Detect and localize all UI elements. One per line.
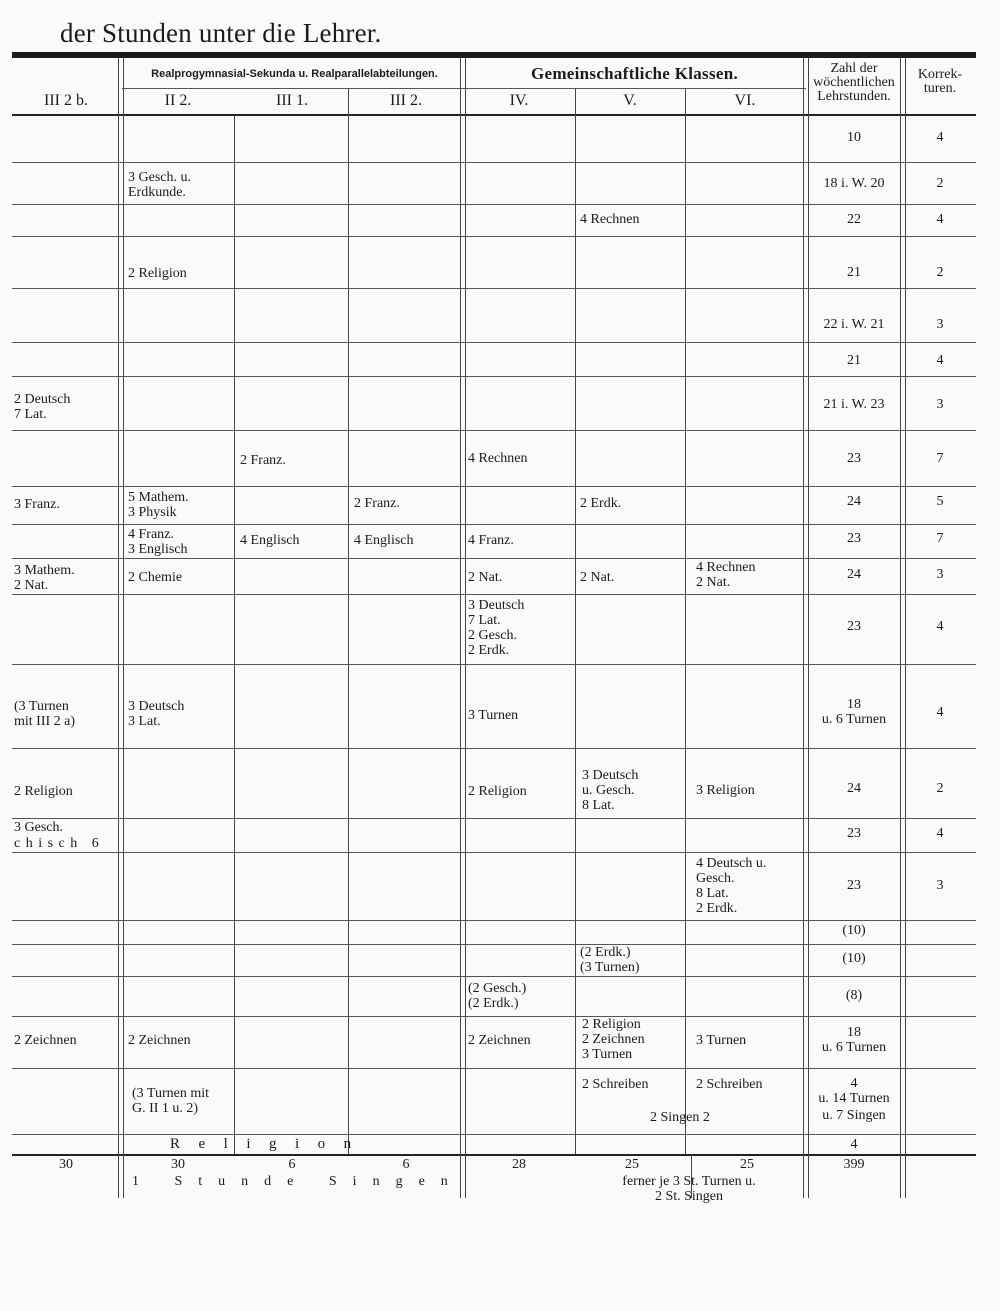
hours-cell: 23 — [847, 451, 861, 466]
subject-cell: 2 Singen 2 — [650, 1110, 710, 1125]
hours-cell: 4 — [850, 1137, 858, 1152]
row-rule — [12, 1016, 976, 1017]
header-bottom-rule — [12, 114, 976, 116]
corr-cell: 4 — [936, 130, 944, 145]
hours-cell: u. 7 Singen — [822, 1108, 886, 1123]
subject-cell: 3 Deutsch u. Gesch. 8 Lat. — [582, 768, 639, 813]
subject-cell: 2 Religion — [468, 784, 527, 799]
column-divider — [234, 114, 235, 1154]
subject-cell: 4 Deutsch u. Gesch. 8 Lat. 2 Erdk. — [696, 856, 767, 916]
row-rule — [12, 664, 976, 665]
row-rule — [12, 486, 976, 487]
row-rule — [12, 204, 976, 205]
corr-cell: 3 — [936, 878, 944, 893]
hours-cell: 23 — [847, 619, 861, 634]
corr-cell: 4 — [936, 212, 944, 227]
subject-cell: 2 Erdk. — [580, 496, 622, 511]
row-rule — [12, 342, 976, 343]
row-rule — [12, 976, 976, 977]
corr-cell: 4 — [936, 705, 944, 720]
subject-cell: 2 Deutsch 7 Lat. — [14, 392, 71, 422]
hours-cell: 10 — [847, 130, 861, 145]
header-group-real: Realprogymnasial-Sekunda u. Realparallelabteilungen. — [151, 68, 438, 80]
corr-cell: 3 — [936, 317, 944, 332]
hours-cell: 22 i. W. 21 — [823, 317, 885, 332]
row-rule — [12, 594, 976, 595]
corr-cell: 2 — [936, 781, 944, 796]
footer-note: ferner je 3 St. Turnen u. 2 St. Singen — [622, 1174, 756, 1204]
subject-cell: 2 Religion — [14, 784, 73, 799]
subject-cell: 2 Nat. — [580, 570, 615, 585]
top-rule — [12, 52, 976, 58]
hours-cell: 23 — [847, 878, 861, 893]
subject-cell: 2 Religion — [128, 266, 187, 281]
corr-cell: 3 — [936, 567, 944, 582]
row-rule — [12, 748, 976, 749]
subject-cell: 2 Zeichnen — [468, 1033, 531, 1048]
total-cell: 25 — [625, 1157, 639, 1172]
hours-cell: 4 u. 14 Turnen — [818, 1076, 890, 1106]
row-rule — [12, 1134, 976, 1135]
hours-cell: 22 — [847, 212, 861, 227]
corr-cell: 7 — [936, 451, 944, 466]
subject-cell: chisch 6 — [14, 836, 105, 851]
subject-cell: (2 Gesch.) (2 Erdk.) — [468, 981, 527, 1011]
total-cell: 399 — [843, 1157, 865, 1172]
subject-cell: 2 Zeichnen — [14, 1033, 77, 1048]
religion-row-label: Religion — [170, 1136, 370, 1152]
subject-cell: 4 Englisch — [354, 533, 414, 548]
header-sub-rule-2 — [462, 88, 806, 89]
subject-cell: 3 Deutsch 3 Lat. — [128, 699, 185, 729]
hours-cell: 23 — [847, 531, 861, 546]
hours-cell: 21 i. W. 23 — [823, 397, 885, 412]
corr-cell: 2 — [936, 265, 944, 280]
subject-cell: 5 Mathem. 3 Physik — [128, 490, 189, 520]
subject-cell: 3 Deutsch 7 Lat. 2 Gesch. 2 Erdk. — [468, 598, 525, 658]
row-rule — [12, 1068, 976, 1069]
total-cell: 30 — [59, 1157, 73, 1172]
corr-cell: 5 — [936, 494, 944, 509]
hours-cell: 21 — [847, 353, 861, 368]
subject-cell: 4 Rechnen 2 Nat. — [696, 560, 756, 590]
subject-cell: 4 Franz. 3 Englisch — [128, 527, 188, 557]
hours-cell: 24 — [847, 494, 861, 509]
hours-cell: 18 u. 6 Turnen — [821, 697, 887, 727]
total-cell: 6 — [288, 1157, 296, 1172]
subject-cell: 3 Gesch. — [14, 820, 63, 835]
row-rule — [12, 236, 976, 237]
subject-cell: 2 Franz. — [354, 496, 400, 511]
subject-cell: 3 Franz. — [14, 497, 60, 512]
total-cell: 28 — [512, 1157, 526, 1172]
subject-cell: 4 Rechnen — [468, 451, 528, 466]
subject-cell: (3 Turnen mit G. II 1 u. 2) — [132, 1086, 210, 1116]
page-heading: der Stunden unter die Lehrer. — [60, 18, 382, 48]
column-divider — [118, 58, 124, 1198]
row-rule — [12, 852, 976, 853]
header-sub-rule — [122, 88, 462, 89]
subject-cell: 3 Mathem. 2 Nat. — [14, 563, 75, 593]
row-rule — [12, 558, 976, 559]
subject-cell: (2 Erdk.) (3 Turnen) — [580, 945, 640, 975]
subject-cell: 4 Englisch — [240, 533, 300, 548]
subject-cell: 4 Franz. — [468, 533, 514, 548]
hours-cell: 23 — [847, 826, 861, 841]
subject-cell: 3 Religion — [696, 783, 755, 798]
hours-cell: (8) — [845, 988, 863, 1003]
header-hours: Zahl der wöchentlichen Lehrstunden. — [813, 61, 895, 104]
row-rule — [12, 818, 976, 819]
total-cell: 30 — [171, 1157, 185, 1172]
hours-cell: 18 u. 6 Turnen — [821, 1025, 887, 1055]
row-rule — [12, 524, 976, 525]
column-divider — [685, 88, 686, 1154]
corr-cell: 4 — [936, 619, 944, 634]
row-rule — [12, 162, 976, 163]
column-divider — [348, 88, 349, 1154]
row-rule — [12, 944, 976, 945]
column-divider — [460, 58, 466, 1198]
class-VI: VI. — [734, 92, 756, 109]
hours-cell: 18 i. W. 20 — [823, 176, 885, 191]
row-rule — [12, 376, 976, 377]
subject-cell: 2 Nat. — [468, 570, 503, 585]
header-corrections: Korrek- turen. — [917, 67, 963, 96]
corr-cell: 7 — [936, 531, 944, 546]
subject-cell: 2 Religion 2 Zeichnen 3 Turnen — [582, 1017, 645, 1062]
subject-cell: 3 Turnen — [468, 708, 519, 723]
footer-singing: 1 Stunde Singen — [132, 1174, 464, 1189]
total-cell: 6 — [402, 1157, 410, 1172]
subject-cell: 3 Turnen — [696, 1033, 747, 1048]
header-group-common: Gemeinschaftliche Klassen. — [530, 64, 739, 83]
class-V: V. — [623, 92, 637, 109]
class-II2: II 2. — [164, 92, 192, 109]
subject-cell: 2 Chemie — [128, 570, 183, 585]
hours-cell: 24 — [847, 567, 861, 582]
row-rule — [12, 430, 976, 431]
corr-cell: 4 — [936, 826, 944, 841]
corr-cell: 4 — [936, 353, 944, 368]
totals-rule — [12, 1154, 976, 1156]
hours-cell: (10) — [842, 923, 866, 938]
corr-cell: 3 — [936, 397, 944, 412]
row-rule — [12, 920, 976, 921]
subject-cell: 2 Franz. — [240, 453, 286, 468]
hours-cell: 21 — [847, 265, 861, 280]
row-rule — [12, 288, 976, 289]
subject-cell: 2 Schreiben — [696, 1077, 763, 1092]
class-III1: III 1. — [276, 92, 308, 109]
subject-cell: 3 Gesch. u. Erdkunde. — [128, 170, 191, 200]
class-III2b: III 2 b. — [44, 92, 88, 109]
corr-cell: 2 — [936, 176, 944, 191]
subject-cell: 4 Rechnen — [580, 212, 640, 227]
subject-cell: 2 Schreiben — [582, 1077, 649, 1092]
class-III2: III 2. — [390, 92, 422, 109]
total-cell: 25 — [740, 1157, 754, 1172]
subject-cell: 2 Zeichnen — [128, 1033, 191, 1048]
column-divider — [575, 88, 576, 1154]
class-IV: IV. — [509, 92, 529, 109]
hours-cell: (10) — [842, 951, 866, 966]
hours-cell: 24 — [847, 781, 861, 796]
subject-cell: (3 Turnen mit III 2 a) — [14, 699, 76, 729]
